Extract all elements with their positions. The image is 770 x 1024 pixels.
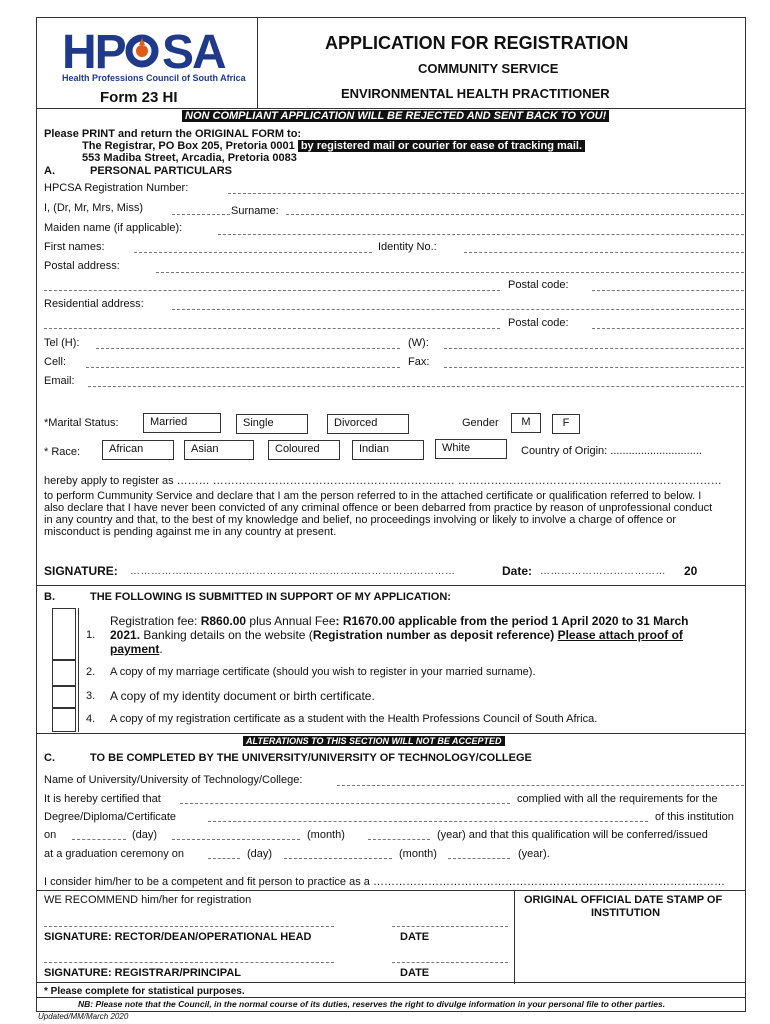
- tel-work-field[interactable]: [444, 348, 744, 349]
- label-surname: Surname:: [231, 205, 279, 217]
- label-first-names: First names:: [44, 241, 105, 253]
- residential-address-field-2[interactable]: [44, 328, 500, 329]
- label-day: (day): [132, 829, 158, 841]
- item-3-text: A copy of my identity document or birth certificate.: [110, 689, 375, 703]
- label-maiden-name: Maiden name (if applicable):: [44, 222, 183, 234]
- tel-home-field[interactable]: [96, 348, 400, 349]
- item-1-line-2: 2021. Banking details on the website (Registration number as deposit reference) Please attach proof of: [110, 628, 683, 642]
- section-a-letter: A.: [44, 165, 55, 177]
- label-month: (month): [307, 829, 345, 841]
- title-field[interactable]: [172, 214, 230, 215]
- year-field[interactable]: [368, 839, 430, 840]
- label-graduation-year: (year).: [518, 848, 550, 860]
- stamp-divider: [514, 890, 515, 984]
- label-postal-address: Postal address:: [44, 260, 120, 272]
- label-identity-number: Identity No.:: [378, 241, 437, 253]
- section-c-title: TO BE COMPLETED BY THE UNIVERSITY/UNIVERSITY OF TECHNOLOGY/COLLEGE: [90, 752, 532, 764]
- date-label: Date:: [502, 564, 533, 578]
- return-address-line1: The Registrar, PO Box 205, Pretoria 0001 by registered mail or courier for ease of tracking mail.: [82, 140, 585, 153]
- degree-field[interactable]: [208, 821, 648, 822]
- label-marital-status: *Marital Status:: [44, 417, 119, 429]
- stamp-area[interactable]: [516, 920, 744, 982]
- recommendation-top-line: [36, 890, 746, 891]
- declaration-line-3: in any country and that, to the best of my knowledge and belief, no proceedings involving or likely to involve a charge of offence or: [44, 514, 677, 526]
- item-4-number: 4.: [86, 713, 96, 725]
- marital-option-single[interactable]: Single: [236, 414, 308, 434]
- header-bottom-line: [36, 108, 746, 109]
- label-graduation-day: (day): [247, 848, 273, 860]
- label-complied: complied with all the requirements for the: [517, 793, 718, 805]
- label-cell: Cell:: [44, 356, 67, 368]
- header-divider: [257, 17, 258, 109]
- marital-option-married[interactable]: Married: [143, 413, 221, 433]
- signature-label: SIGNATURE:: [44, 564, 118, 578]
- label-tel-work: (W):: [408, 337, 429, 349]
- section-b-title: THE FOLLOWING IS SUBMITTED IN SUPPORT OF MY APPLICATION:: [90, 591, 451, 603]
- graduation-year-field[interactable]: [448, 858, 510, 859]
- race-option-asian[interactable]: Asian: [184, 440, 254, 460]
- form-title: APPLICATION FOR REGISTRATION: [325, 33, 629, 53]
- section-c-top-line: [36, 733, 746, 734]
- item-3-number: 3.: [86, 690, 96, 702]
- footer-top-line: [36, 982, 746, 983]
- registrar-signature-field[interactable]: [44, 962, 334, 963]
- postal-code-field[interactable]: [592, 290, 744, 291]
- race-option-coloured[interactable]: Coloured: [268, 440, 340, 460]
- section-c-letter: C.: [44, 752, 55, 764]
- postal-address-field-2[interactable]: [44, 290, 500, 291]
- maiden-name-field[interactable]: [218, 234, 744, 235]
- gender-option-m[interactable]: M: [511, 413, 541, 433]
- item-2-text: A copy of my marriage certificate (should you wish to register in your married surname).: [110, 666, 536, 678]
- footer-divider: [36, 997, 746, 998]
- competent-statement[interactable]: I consider him/her to be a competent and fit person to practice as a ……………………………………………………………………………………: [44, 876, 725, 888]
- month-field[interactable]: [172, 839, 300, 840]
- surname-field[interactable]: [286, 214, 744, 215]
- label-certified: It is hereby certified that: [44, 793, 161, 805]
- label-year-conferred: (year) and that this qualification will be conferred/issued: [437, 829, 708, 841]
- label-on: on: [44, 829, 57, 841]
- return-instruction: Please PRINT and return the ORIGINAL FORM to:: [44, 128, 302, 140]
- residential-postal-code-field[interactable]: [592, 328, 744, 329]
- cell-field[interactable]: [86, 367, 400, 368]
- declaration-line-1: to perform Cummunity Service and declare that I am the person referred to in the attached certificate or qualification referred to below. I: [44, 490, 702, 502]
- nb-disclaimer: NB: Please note that the Council, in the normal course of its duties, reserves the right to divulge information in your personal file to other parties.: [78, 999, 666, 1009]
- marital-option-divorced[interactable]: Divorced: [327, 414, 409, 434]
- gender-option-f[interactable]: F: [552, 414, 580, 434]
- item-4-text: A copy of my registration certificate as a student with the Health Professions Council of South Africa.: [110, 713, 598, 725]
- registration-number-field[interactable]: [228, 193, 744, 194]
- label-registration-number: HPCSA Registration Number:: [44, 182, 189, 194]
- identity-number-field[interactable]: [464, 252, 744, 253]
- first-names-field[interactable]: [134, 252, 372, 253]
- label-graduation: at a graduation ceremony on: [44, 848, 185, 860]
- apply-register-as[interactable]: hereby apply to register as ……… ………………………………………………………… ………………………………………………………………: [44, 475, 722, 487]
- alterations-banner: ALTERATIONS TO THIS SECTION WILL NOT BE ACCEPTED: [243, 735, 505, 748]
- race-option-indian[interactable]: Indian: [352, 440, 424, 460]
- checkbox-item-2[interactable]: [52, 660, 76, 686]
- form-subtitle-practitioner: ENVIRONMENTAL HEALTH PRACTITIONER: [341, 86, 610, 101]
- label-race: * Race:: [44, 446, 81, 458]
- logo-subtitle: Health Professions Council of South Africa: [62, 73, 246, 83]
- label-university-name: Name of University/University of Technology/College:: [44, 774, 303, 786]
- label-tel-home: Tel (H):: [44, 337, 80, 349]
- checkbox-item-3[interactable]: [52, 686, 76, 708]
- rector-signature-field[interactable]: [44, 926, 334, 927]
- graduation-day-field[interactable]: [208, 858, 240, 859]
- label-postal-code: Postal code:: [508, 279, 569, 291]
- label-gender: Gender: [462, 417, 499, 429]
- declaration-line-2: also declare that I have never been convicted of any criminal offence or been debarred from practice by reason of unprofessional conduct: [44, 502, 713, 514]
- race-option-white[interactable]: White: [435, 439, 507, 459]
- university-name-field[interactable]: [337, 785, 744, 786]
- date-field[interactable]: ………………………………: [540, 566, 666, 577]
- day-field[interactable]: [72, 839, 126, 840]
- rector-date-field[interactable]: [392, 926, 508, 927]
- section-a-title: PERSONAL PARTICULARS: [90, 165, 232, 177]
- section-b-top-line: [36, 585, 746, 586]
- email-field[interactable]: [88, 386, 744, 387]
- fax-field[interactable]: [444, 367, 744, 368]
- label-rector-date: DATE: [400, 931, 430, 943]
- stamp-label: ORIGINAL OFFICIAL DATE STAMP OF: [524, 894, 723, 906]
- svg-text:HP: HP: [62, 26, 125, 79]
- checkbox-item-1[interactable]: [52, 608, 76, 660]
- item-1-line-3: payment.: [110, 642, 163, 656]
- label-registrar-date: DATE: [400, 967, 430, 979]
- certified-name-field[interactable]: [180, 803, 510, 804]
- label-country-of-origin[interactable]: Country of Origin: ..............................: [521, 445, 702, 457]
- form-number: Form 23 HI: [100, 89, 178, 106]
- noncompliance-warning: NON COMPLIANT APPLICATION WILL BE REJECTED AND SENT BACK TO YOU!: [182, 110, 609, 123]
- checkbox-item-4[interactable]: [52, 708, 76, 732]
- item-1-line-1: Registration fee: R860.00 plus Annual Fee: R1670.00 applicable from the period 1 April 2020 to 31 March: [110, 614, 689, 628]
- stamp-label-institution: INSTITUTION: [591, 907, 661, 919]
- item-2-number: 2.: [86, 666, 96, 678]
- residential-address-field-1[interactable]: [172, 309, 744, 310]
- label-degree: Degree/Diploma/Certificate: [44, 811, 177, 823]
- label-title: I, (Dr, Mr, Mrs, Miss): [44, 202, 143, 214]
- registrar-date-field[interactable]: [392, 962, 508, 963]
- statistical-note: * Please complete for statistical purposes.: [44, 986, 245, 997]
- label-graduation-month: (month): [399, 848, 437, 860]
- item-1-number: 1.: [86, 629, 96, 641]
- label-rector-signature: SIGNATURE: RECTOR/DEAN/OPERATIONAL HEAD: [44, 931, 312, 943]
- checkbox-column-divider: [78, 608, 79, 732]
- date-year-prefix: 20: [684, 564, 698, 578]
- signature-field[interactable]: …………………………………………………………………………………: [130, 566, 456, 577]
- label-fax: Fax:: [408, 356, 430, 368]
- graduation-month-field[interactable]: [284, 858, 392, 859]
- updated-date: Updated/MM/March 2020: [38, 1012, 129, 1021]
- return-address-line2: 553 Madiba Street, Arcadia, Pretoria 0083: [82, 152, 297, 164]
- postal-address-field-1[interactable]: [156, 272, 744, 273]
- form-subtitle-community: COMMUNITY SERVICE: [418, 61, 559, 76]
- label-email: Email:: [44, 375, 75, 387]
- label-residential-address: Residential address:: [44, 298, 144, 310]
- svg-text:SA: SA: [162, 26, 225, 79]
- race-option-african[interactable]: African: [102, 440, 174, 460]
- label-residential-postal-code: Postal code:: [508, 317, 569, 329]
- label-registrar-signature: SIGNATURE: REGISTRAR/PRINCIPAL: [44, 967, 241, 979]
- declaration-line-4: misconduct is pending against me in any country at present.: [44, 526, 337, 538]
- section-b-letter: B.: [44, 591, 55, 603]
- recommend-statement: WE RECOMMEND him/her for registration: [44, 894, 252, 906]
- label-institution: of this institution: [655, 811, 734, 823]
